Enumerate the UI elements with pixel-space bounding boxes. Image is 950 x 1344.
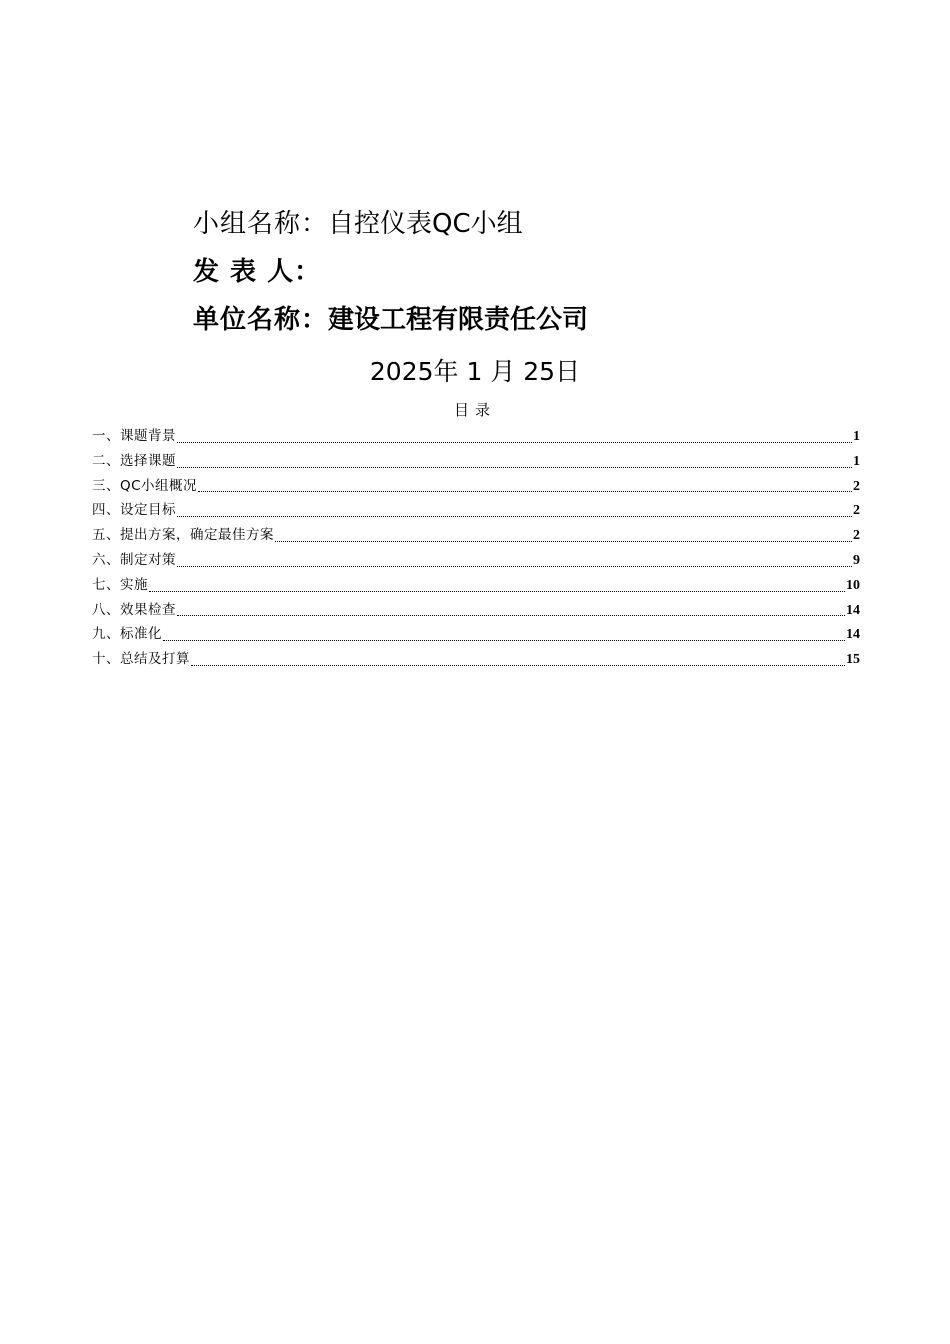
toc-entry-text: 三、QC小组概况	[92, 477, 198, 494]
group-name-label: 小组名称：	[193, 209, 329, 239]
cover-info	[193, 200, 793, 344]
toc-leader-dots	[177, 441, 852, 443]
document-date: 2025年 1 月 25日	[369, 357, 581, 386]
presenter-line	[193, 248, 793, 296]
toc-leader-dots	[177, 565, 852, 567]
toc-leader-dots	[163, 639, 845, 641]
toc-entry[interactable]	[92, 548, 860, 573]
toc-leader-dots	[191, 664, 845, 666]
toc-entry-text: 五、提出方案，确定最佳方案	[92, 527, 274, 544]
toc-entry[interactable]	[92, 573, 860, 598]
unit-name-value: 建设工程有限责任公司	[328, 305, 589, 335]
toc-entry-text: 八、效果检查	[92, 601, 176, 618]
toc-entry-text: 九、标准化	[92, 626, 162, 643]
toc-entry[interactable]	[92, 449, 860, 474]
toc-entry-page: 14	[846, 627, 860, 643]
toc-entry-page: 14	[846, 602, 860, 618]
table-of-contents	[92, 424, 860, 672]
toc-entry-page: 2	[853, 503, 860, 519]
toc-entry-text: 一、课题背景	[92, 428, 176, 444]
toc-entry-page: 15	[846, 652, 860, 668]
toc-title: 目录	[453, 401, 496, 419]
toc-entry-page: 2	[853, 478, 860, 494]
unit-name-line	[193, 296, 793, 344]
toc-entry[interactable]	[92, 474, 860, 499]
toc-leader-dots	[149, 590, 845, 592]
toc-entry-page: 1	[853, 429, 860, 444]
toc-entry-text: 四、设定目标	[92, 502, 176, 519]
toc-leader-dots	[177, 466, 852, 468]
group-name-value: 自控仪表QC小组	[328, 209, 523, 239]
toc-entry-page: 10	[846, 577, 860, 593]
toc-entry-text: 六、制定对策	[92, 551, 176, 568]
toc-entry-text: 七、实施	[92, 576, 148, 593]
toc-leader-dots	[177, 515, 852, 517]
toc-entry[interactable]	[92, 622, 860, 647]
toc-entry[interactable]	[92, 523, 860, 548]
toc-entry[interactable]	[92, 424, 860, 449]
toc-entry-page: 9	[853, 552, 860, 568]
toc-leader-dots	[275, 540, 852, 542]
group-name-line	[193, 200, 793, 248]
toc-entry-page: 1	[853, 453, 860, 469]
presenter-label: 发 表 人：	[193, 257, 322, 287]
toc-entry[interactable]	[92, 647, 860, 672]
toc-entry[interactable]	[92, 498, 860, 523]
toc-leader-dots	[198, 490, 852, 492]
toc-entry-text: 十、总结及打算	[92, 651, 190, 668]
toc-entry-text: 二、选择课题	[92, 452, 176, 469]
toc-entry-page: 2	[853, 528, 860, 544]
unit-name-label: 单位名称：	[193, 305, 329, 335]
toc-leader-dots	[177, 614, 845, 616]
toc-entry[interactable]	[92, 598, 860, 623]
